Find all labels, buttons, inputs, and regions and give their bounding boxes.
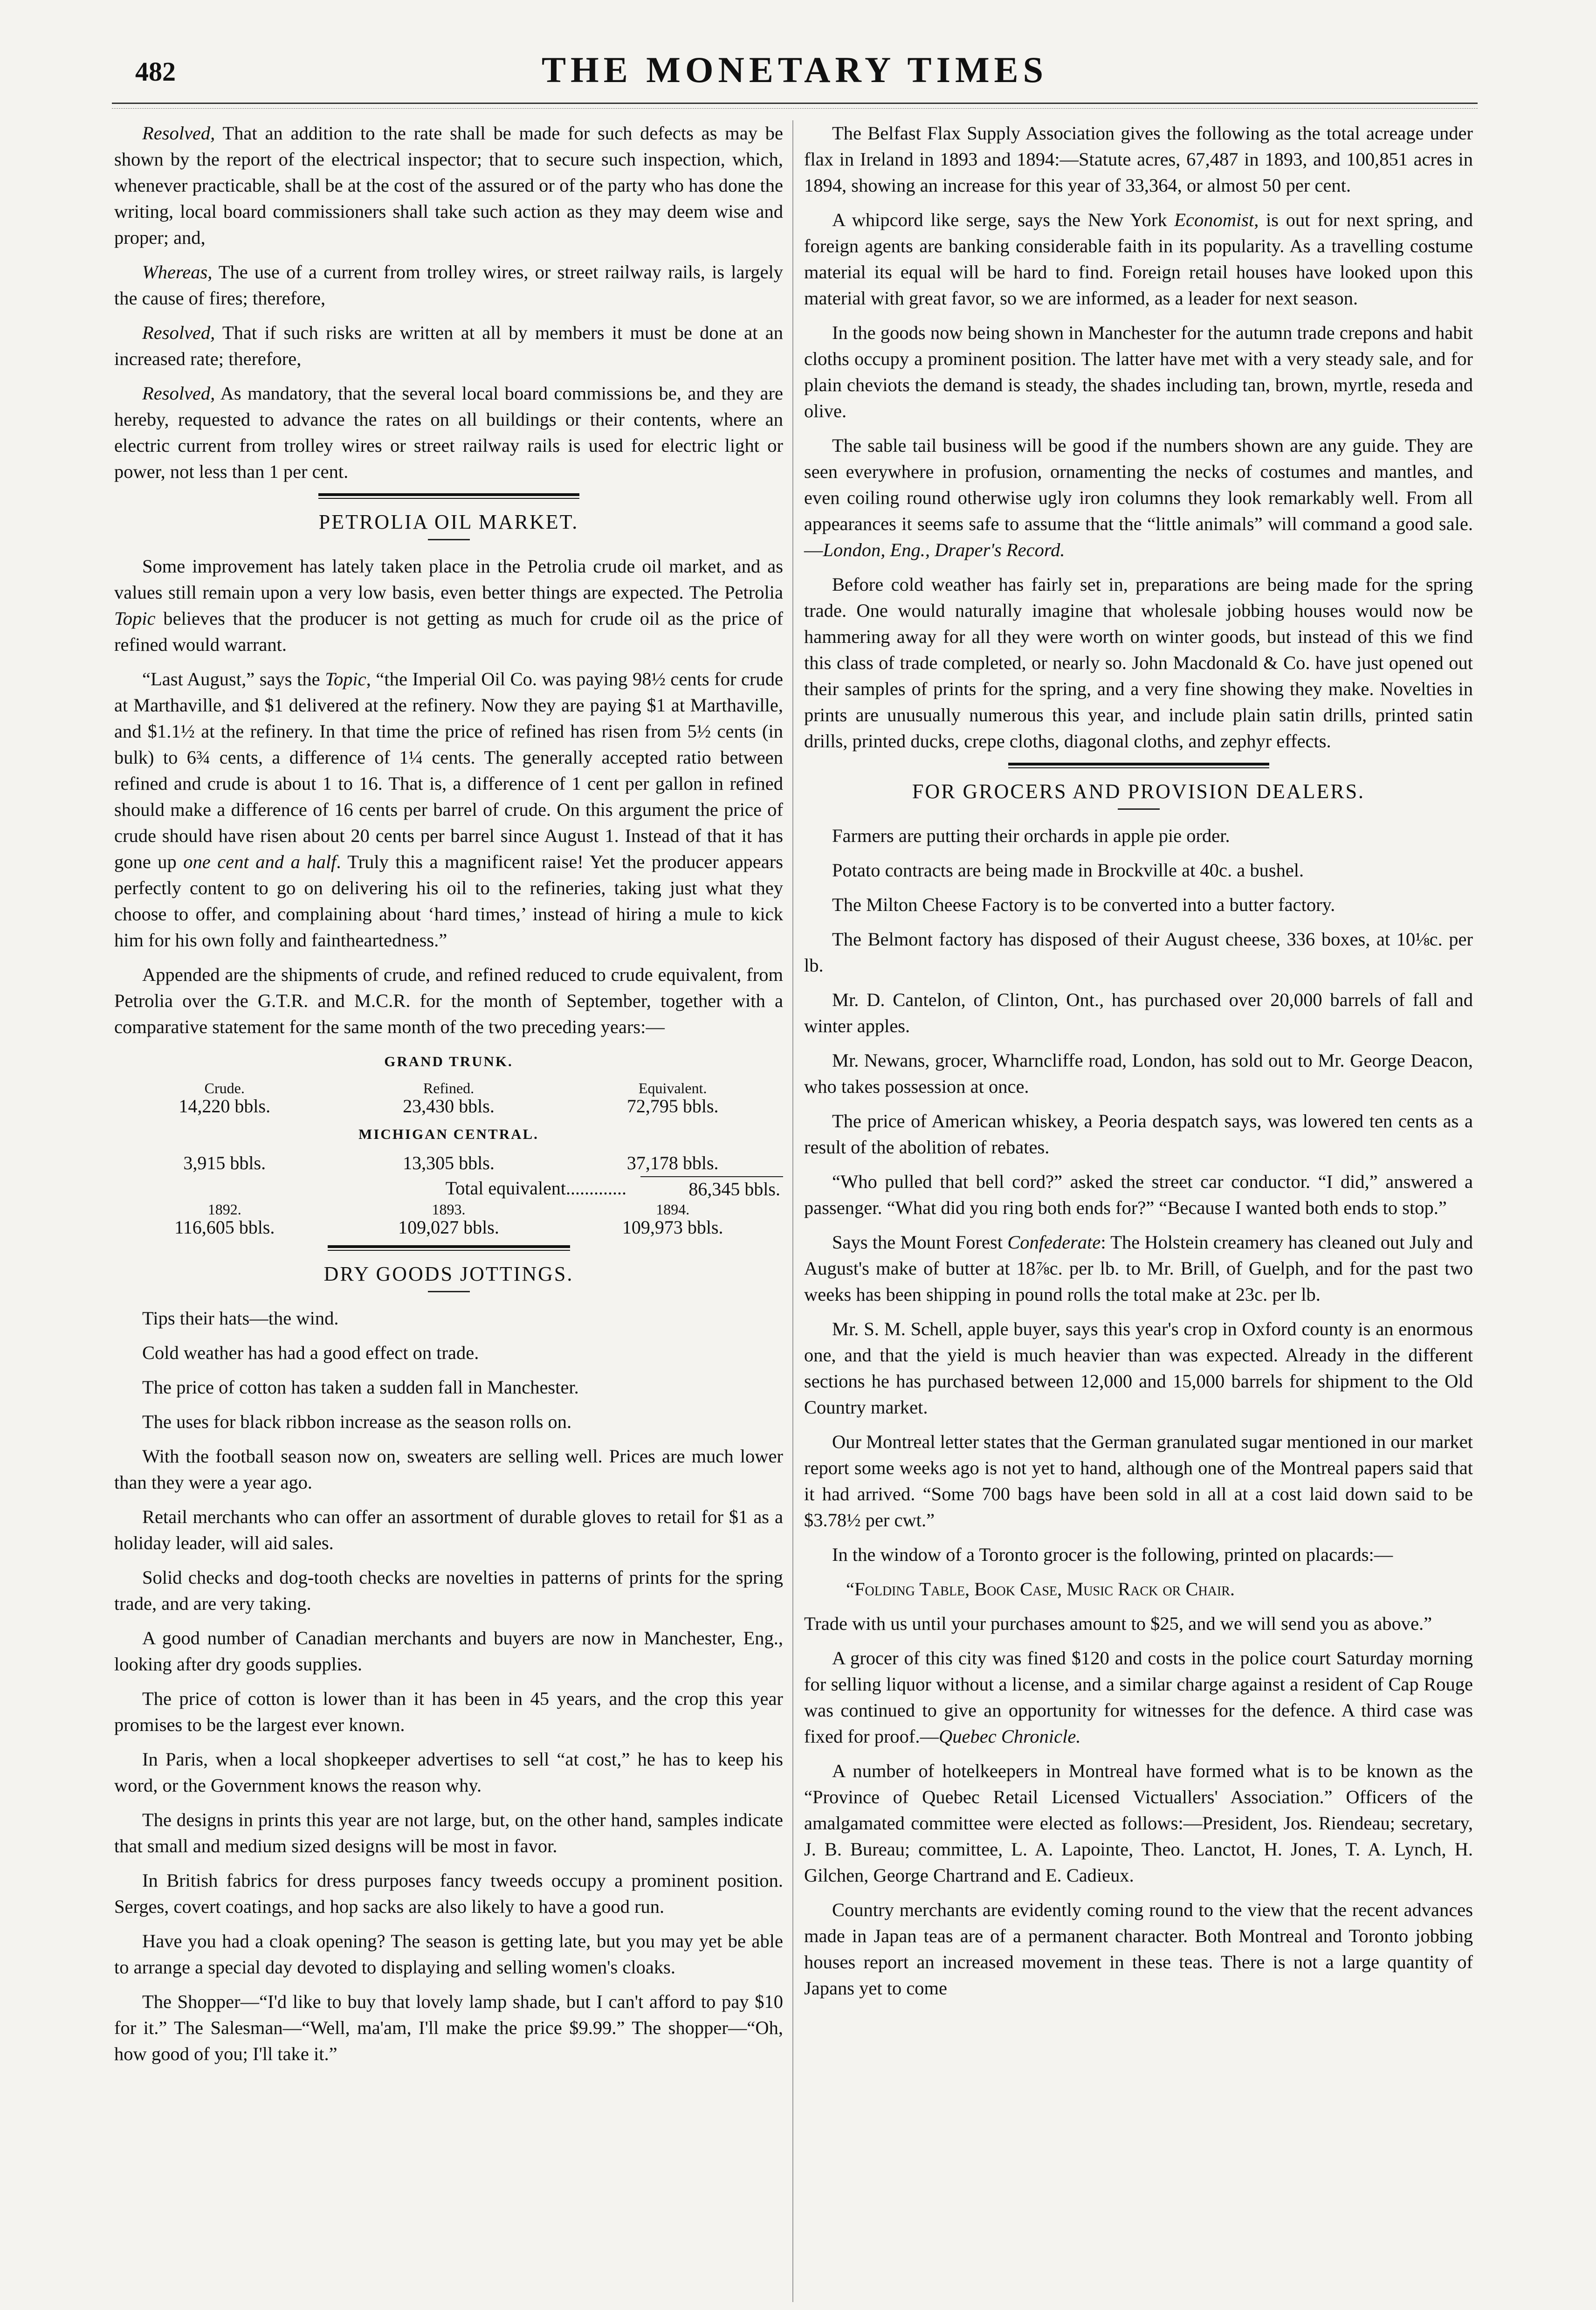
header-rule [112, 103, 1478, 104]
table-cell: 109,973 bbls. [622, 1217, 723, 1238]
paragraph: Farmers are putting their orchards in apple pie order. [832, 825, 1230, 846]
paragraph: Appended are the shipments of crude, and refined reduced to crude equivalent, from Petrolia over the G.T.R. and M.C.R. for the month of September, together with a comparative statement for the same month of the two preceding years:— [114, 964, 783, 1037]
paragraph: Mr. Newans, grocer, Wharncliffe road, London, has sold out to Mr. George Deacon, who takes possession at once. [804, 1050, 1473, 1097]
left-column [114, 120, 783, 2076]
paragraph: A good number of Canadian merchants and buyers are now in Manchester, Eng., looking after dry goods supplies. [114, 1627, 783, 1675]
paragraph: Before cold weather has fairly set in, preparations are being made for the spring trade. One would naturally imagine that wholesale jobbing houses would now be hammering away for all they were worth on winter goods, but instead of this we find this class of trade completed, or nearly so. John Macdonald & Co. have just opened out their samples of prints for the spring, and a very fine showing they make. Novelties in prints are unusually numerous this year, and include plain satin drills, printed satin drills, printed ducks, crepe cloths, diagonal cloths, and zephyr effects. [804, 574, 1473, 752]
paragraph: Our Montreal letter states that the German granulated sugar mentioned in our market report some weeks ago is not yet to hand, although one of the Montreal papers said that it had arrived. “Some 700 bags have been sold in all at a cost laid down said to be $3.78½ per cwt.” [804, 1431, 1473, 1531]
paragraph: Resolved, That an addition to the rate shall be made for such defects as may be shown by the report of the electrical inspector; that to secure such inspection, which, whenever practicable, shall be at the cost of the assured or of the party who has done the writing, local board commissioners shall take such action as they may deem wise and proper; and, [114, 123, 783, 248]
grocers-paragraphs-continued [804, 1645, 1473, 2001]
masthead: THE MONETARY TIMES [542, 49, 1048, 90]
paragraph: In the window of a Toronto grocer is the following, printed on placards:— [832, 1544, 1393, 1565]
page-number: 482 [135, 56, 176, 87]
total-label: Total equivalent............. [445, 1178, 626, 1199]
column-header: Crude. [204, 1080, 245, 1096]
placard-line: “Folding Table, Book Case, Music Rack or Chair. [846, 1579, 1235, 1600]
column-header: Equivalent. [638, 1080, 707, 1096]
paragraph: The Milton Cheese Factory is to be converted into a butter factory. [832, 894, 1335, 915]
paragraph: In the goods now being shown in Manchester for the autumn trade crepons and habit cloths occupy a prominent position. The latter have met with a very steady sale, and for plain cheviots the demand is steady, the shades including tan, brown, myrtle, reseda and olive. [804, 322, 1473, 421]
paragraph: With the football season now on, sweaters are selling well. Prices are much lower than they were a year ago. [114, 1446, 783, 1493]
table-header-row [114, 1080, 783, 1096]
paragraph: The designs in prints this year are not large, but, on the other hand, samples indicate that small and medium sized designs will be most in favor. [114, 1809, 783, 1856]
table-title-michigan-central: MICHIGAN CENTRAL. [358, 1126, 539, 1142]
paragraph: The price of American whiskey, a Peoria despatch says, was lowered ten cents as a result of the abolition of rebates. [804, 1110, 1473, 1158]
table-title-grand-trunk: GRAND TRUNK. [384, 1053, 513, 1069]
page-header [112, 49, 1478, 100]
column-divider [792, 120, 793, 2302]
paragraph: The price of cotton has taken a sudden fall in Manchester. [142, 1377, 579, 1398]
year-header: 1894. [656, 1201, 690, 1218]
paragraph: Some improvement has lately taken place in the Petrolia crude oil market, and as values still remain upon a very low basis, even better things are expected. The Petrolia Topic believes that the producer is not getting as much for crude oil as the price of refined would warrant. [114, 556, 783, 655]
paragraph: Have you had a cloak opening? The season is getting late, but you may yet be able to arrange a special day devoted to displaying and selling women's cloaks. [114, 1931, 783, 1978]
paragraph: The Belmont factory has disposed of their August cheese, 336 boxes, at 10⅛c. per lb. [804, 929, 1473, 976]
paragraph: “Last August,” says the Topic, “the Imperial Oil Co. was paying 98½ cents for crude at Marthaville, and $1 delivered at the refinery. Now they are paying $1 at Marthaville, and $1.1½ at the refinery. In that time the price of refined has risen from 5½ cents (in bulk) to 6¾ cents, a difference of 1¼ cents. The generally accepted ratio between refined and crude is about 1 to 16. That is, a difference of 1 cent per gallon in refined should make a difference of 16 cents per barrel of crude. On this argument the price of crude should have risen about 20 cents per barrel since August 1. Instead of that it has gone up one cent and a half. Truly this a magnificent raise! Yet the producer appears perfectly content to go on delivering his oil to the refineries, taking just what they choose to offer, and complaining about ‘hard times,’ instead of hiring a mule to kick him for his own folly and faintheartedness.” [114, 669, 783, 951]
right-column [804, 120, 1473, 2010]
heading-rule [428, 539, 470, 540]
table-row [114, 1217, 783, 1238]
year-header: 1893. [432, 1201, 466, 1218]
paragraph: Whereas, The use of a current from trolley wires, or street railway rails, is largely the cause of fires; therefore, [114, 262, 783, 309]
header-rule-thin [112, 108, 1478, 109]
paragraph: Retail merchants who can offer an assortment of durable gloves to retail for $1 as a holiday leader, will aid sales. [114, 1506, 783, 1553]
paragraph: The Shopper—“I'd like to buy that lovely lamp shade, but I can't afford to pay $10 for it.” The Salesman—“Well, ma'am, I'll make the price $9.99.” The shopper—“Oh, how good of you; I'll take it.” [114, 1991, 783, 2064]
section-heading-dry-goods: DRY GOODS JOTTINGS. [323, 1262, 574, 1285]
shipments-table [114, 1048, 783, 1238]
total-row [114, 1176, 783, 1201]
section-separator [328, 1245, 570, 1251]
placard-text: Trade with us until your purchases amount to $25, and we will send you as above.” [804, 1613, 1432, 1634]
paragraph: A grocer of this city was fined $120 and costs in the police court Saturday morning for selling liquor without a license, and a similar charge against a resident of Cap Rouge was continued to give an opportunity for witnesses for the defence. A third case was fixed for proof.—Quebec Chronicle. [804, 1648, 1473, 1747]
resolutions [114, 120, 783, 485]
paragraph: A whipcord like serge, says the New York Economist, is out for next spring, and foreign agents are banking considerable faith in its popularity. As a travelling costume material its equal will be hard to find. Foreign retail houses have looked upon this material with great favor, so we are informed, as a leader for next season. [804, 209, 1473, 309]
paragraph: Mr. D. Cantelon, of Clinton, Ont., has purchased over 20,000 barrels of fall and winter apples. [804, 989, 1473, 1036]
paragraph: A number of hotelkeepers in Montreal have formed what is to be known as the “Province of Quebec Retail Licensed Victuallers' Association.” Officers of the amalgamated committee were elected as follows:—President, Jos. Riendeau; secretary, J. B. Bureau; committee, L. A. Lapointe, Theo. Lanctot, H. Jones, T. A. Lynch, H. Gilchen, George Chartrand and E. Cadieux. [804, 1760, 1473, 1886]
table-cell: 13,305 bbls. [403, 1152, 495, 1173]
dry-goods-paragraphs [114, 1305, 783, 2067]
column-header: Refined. [423, 1080, 475, 1096]
paragraph: Tips their hats—the wind. [142, 1308, 339, 1329]
heading-rule [1118, 808, 1160, 810]
grocers-paragraphs [804, 823, 1473, 1568]
paragraph: Country merchants are evidently coming round to the view that the recent advances made in Japan teas are of a permanent character. Both Montreal and Toronto jobbing houses report an increased movement in these teas. There is not a large quantity of Japans yet to come [804, 1899, 1473, 1999]
section-heading-petrolia: PETROLIA OIL MARKET. [318, 510, 579, 533]
table-cell: 116,605 bbls. [174, 1217, 275, 1238]
table-cell: 3,915 bbls. [183, 1152, 266, 1173]
paragraph: Mr. S. M. Schell, apple buyer, says this year's crop in Oxford county is an enormous one, and that the yield is much heavier than was expected. Already in the different sections he has purchased between 12,000 and 15,000 barrels for shipment to the Old Country market. [804, 1318, 1473, 1418]
table-cell: 109,027 bbls. [398, 1217, 499, 1238]
year-header-row [114, 1201, 783, 1217]
paragraph: In Paris, when a local shopkeeper advertises to sell “at cost,” he has to keep his word, or the Government knows the reason why. [114, 1749, 783, 1796]
paragraph: “Who pulled that bell cord?” asked the street car conductor. “I did,” answered a passenger. “What did you ring both ends for?” “Because I wanted both ends to stop.” [804, 1171, 1473, 1218]
section-heading-grocers: FOR GROCERS AND PROVISION DEALERS. [912, 780, 1365, 803]
table-row [114, 1153, 783, 1173]
paragraph: Solid checks and dog-tooth checks are novelties in patterns of prints for the spring trade, and are very taking. [114, 1567, 783, 1614]
heading-rule [428, 1291, 470, 1292]
paragraph: The sable tail business will be good if the numbers shown are any guide. They are seen everywhere in profusion, ornamenting the necks of costumes and mantles, and even coiling round otherwise ugly iron columns they look remarkably well. From all appearances it seems safe to assume that the “little animals” will command a good sale.—London, Eng., Draper's Record. [804, 435, 1473, 560]
paragraph: Resolved, That if such risks are written at all by members it must be done at an increased rate; therefore, [114, 322, 783, 369]
section-separator [318, 493, 579, 499]
paragraph: Resolved, As mandatory, that the several local board commissions be, and they are hereby, requested to advance the rates on all buildings or their contents, where an electric current from trolley wires or street railway rails is used for electric light or power, not less than 1 per cent. [114, 383, 783, 482]
table-row [114, 1096, 783, 1117]
section-separator [1008, 763, 1269, 768]
paragraph: Potato contracts are being made in Brockville at 40c. a bushel. [832, 860, 1304, 881]
table-cell: 14,220 bbls. [179, 1096, 271, 1117]
paragraph: In British fabrics for dress purposes fancy tweeds occupy a prominent position. Serges, covert coatings, and hop sacks are also likely to have a good run. [114, 1870, 783, 1917]
paragraph: The uses for black ribbon increase as the season rolls on. [142, 1411, 572, 1432]
table-cell: 37,178 bbls. [626, 1152, 719, 1173]
paragraph: The Belfast Flax Supply Association gives the following as the total acreage under flax in Ireland in 1893 and 1894:—Statute acres, 67,487 in 1893, and 100,851 acres in 1894, showing an increase for this year of 33,364, or almost 50 per cent. [804, 123, 1473, 196]
table-cell: 72,795 bbls. [626, 1096, 719, 1117]
paragraph: Cold weather has had a good effect on trade. [142, 1342, 479, 1363]
right-intro-paragraphs [804, 120, 1473, 754]
paragraph: The price of cotton is lower than it has been in 45 years, and the crop this year promises to be the largest ever known. [114, 1688, 783, 1735]
total-value: 86,345 bbls. [640, 1176, 783, 1201]
year-header: 1892. [207, 1201, 241, 1218]
paragraph: Says the Mount Forest Confederate: The Holstein creamery has cleaned out July and August's make of butter at 18⅞c. per lb. to Mr. Brill, of Guelph, and for the past two weeks has been shipping in pound rolls the total make at 23c. per lb. [804, 1232, 1473, 1305]
table-cell: 23,430 bbls. [403, 1096, 495, 1117]
